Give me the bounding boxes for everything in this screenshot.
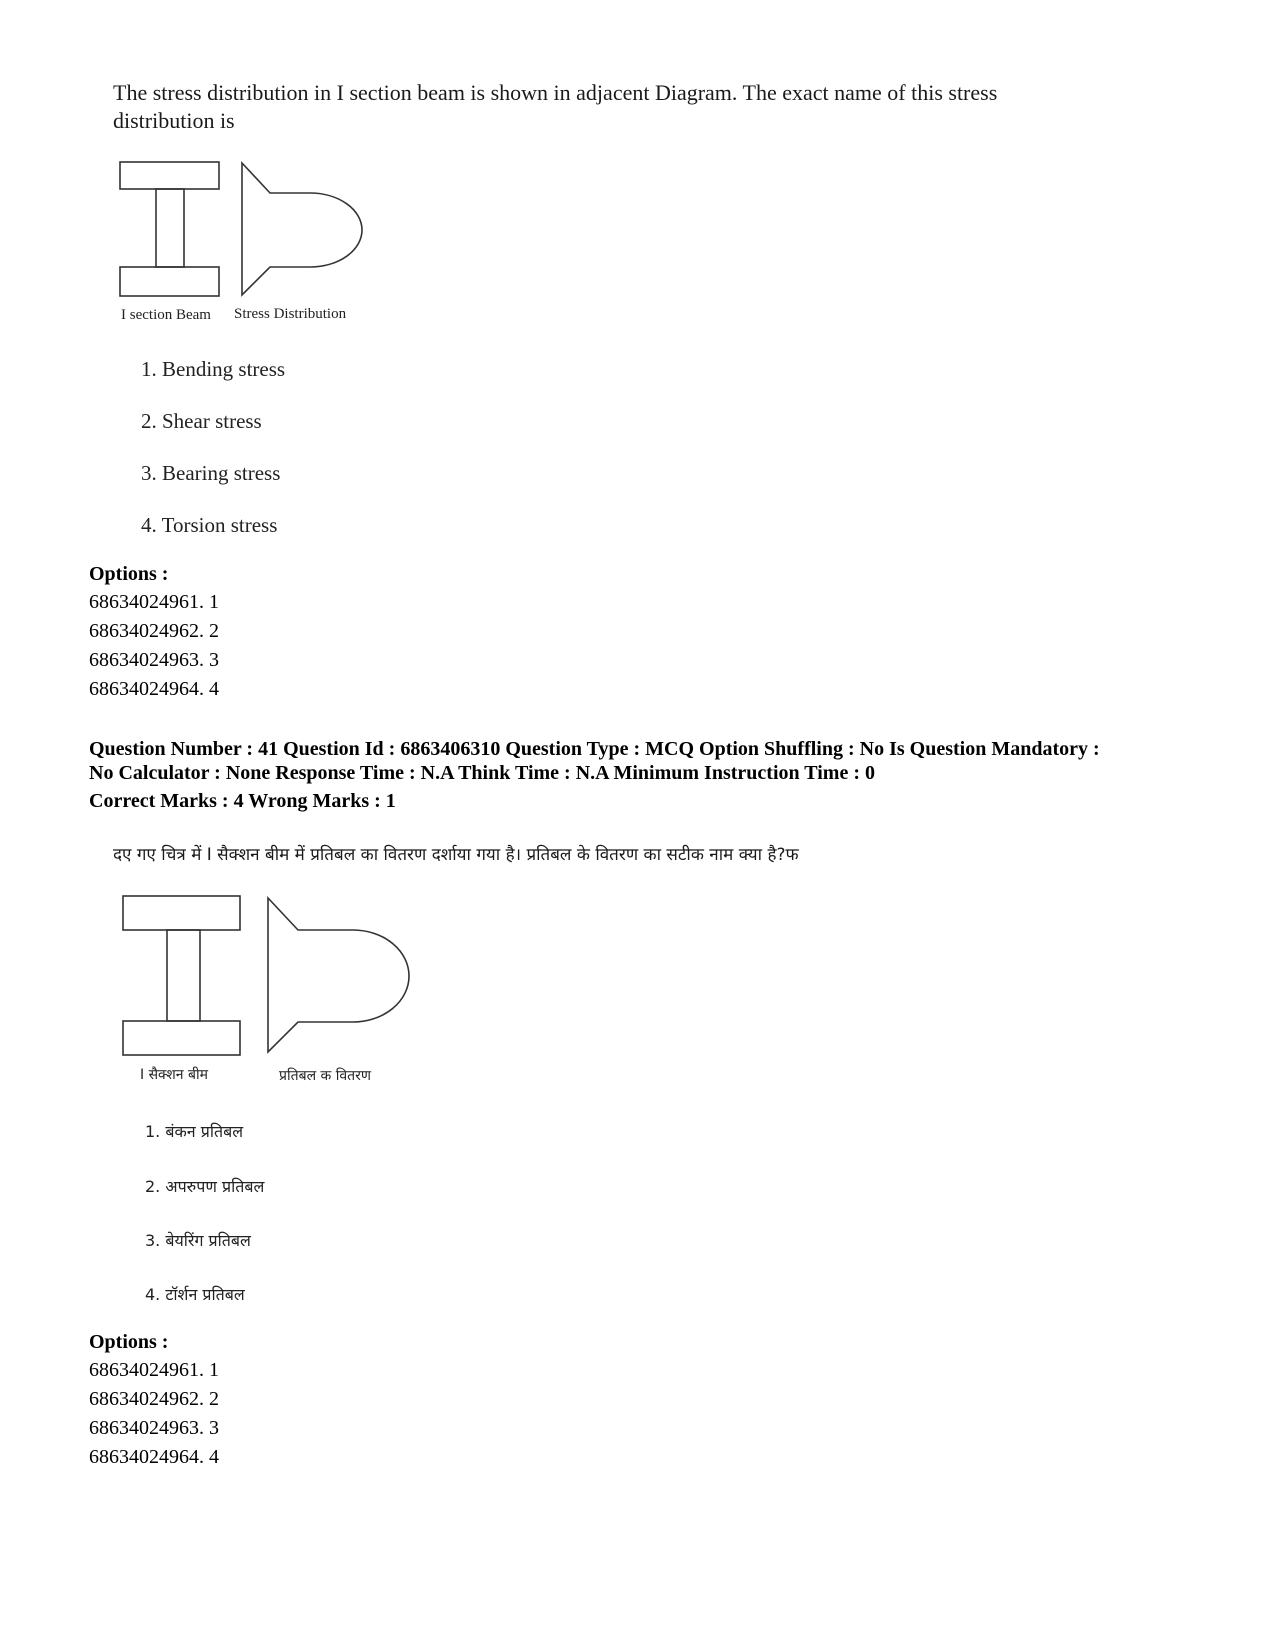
choice-hi-4: 4. टॉर्शन प्रतिबल — [145, 1285, 245, 1304]
options-label-1: Options : — [89, 563, 169, 585]
i-beam-web — [156, 189, 184, 267]
i-beam-top-flange — [123, 896, 240, 930]
i-beam-web — [167, 930, 200, 1021]
question-marks: Correct Marks : 4 Wrong Marks : 1 — [89, 790, 396, 812]
question-hi-diagram — [115, 888, 425, 1063]
stress-distribution-shape — [268, 898, 409, 1052]
choice-en-2: 2. Shear stress — [141, 409, 262, 433]
question-hi-text: दए गए चित्र में I सैक्शन बीम में प्रतिबल का वितरण दर्शाया गया है। प्रतिबल के वितरण का सटीक नाम क्या है?फ — [113, 845, 799, 865]
option-id-1: 68634024961. 1 — [89, 591, 219, 613]
option-id-3: 68634024963. 3 — [89, 649, 219, 671]
question-meta-line-2: No Calculator : None Response Time : N.A Think Time : N.A Minimum Instruction Time : 0 — [89, 762, 875, 784]
choice-hi-3: 3. बेयरिंग प्रतिबल — [145, 1231, 251, 1250]
choice-en-4: 4. Torsion stress — [141, 513, 278, 537]
option-id-2: 68634024962. 2 — [89, 620, 219, 642]
options-list-2 — [89, 1356, 219, 1472]
beam-caption-hi: I सैक्शन बीम — [140, 1067, 208, 1083]
stress-distribution-shape — [242, 163, 362, 295]
stress-caption-hi: प्रतिबल क वितरण — [279, 1068, 371, 1084]
i-beam-top-flange — [120, 162, 219, 189]
i-beam-bottom-flange — [123, 1021, 240, 1055]
choice-hi-2: 2. अपरुपण प्रतिबल — [145, 1177, 265, 1196]
beam-caption-en: I section Beam — [121, 307, 211, 323]
option-id-2: 68634024962. 2 — [89, 1388, 219, 1410]
question-en-diagram — [110, 155, 380, 305]
i-beam-bottom-flange — [120, 267, 219, 296]
question-en-text: The stress distribution in I section beam is shown in adjacent Diagram. The exact name of this stress distribution is — [113, 80, 998, 133]
options-label-2: Options : — [89, 1331, 169, 1353]
option-id-3: 68634024963. 3 — [89, 1417, 219, 1439]
option-id-4: 68634024964. 4 — [89, 1446, 219, 1468]
options-list-1 — [89, 588, 219, 704]
question-meta-line-1: Question Number : 41 Question Id : 6863406310 Question Type : MCQ Option Shuffling : No Is Question Mandatory : — [89, 738, 1100, 760]
choice-en-1: 1. Bending stress — [141, 357, 286, 381]
stress-caption-en: Stress Distribution — [234, 306, 347, 322]
choice-hi-1: 1. बंकन प्रतिबल — [145, 1122, 244, 1141]
option-id-4: 68634024964. 4 — [89, 678, 219, 700]
option-id-1: 68634024961. 1 — [89, 1359, 219, 1381]
question-meta — [89, 737, 1189, 813]
choice-en-3: 3. Bearing stress — [141, 461, 281, 485]
